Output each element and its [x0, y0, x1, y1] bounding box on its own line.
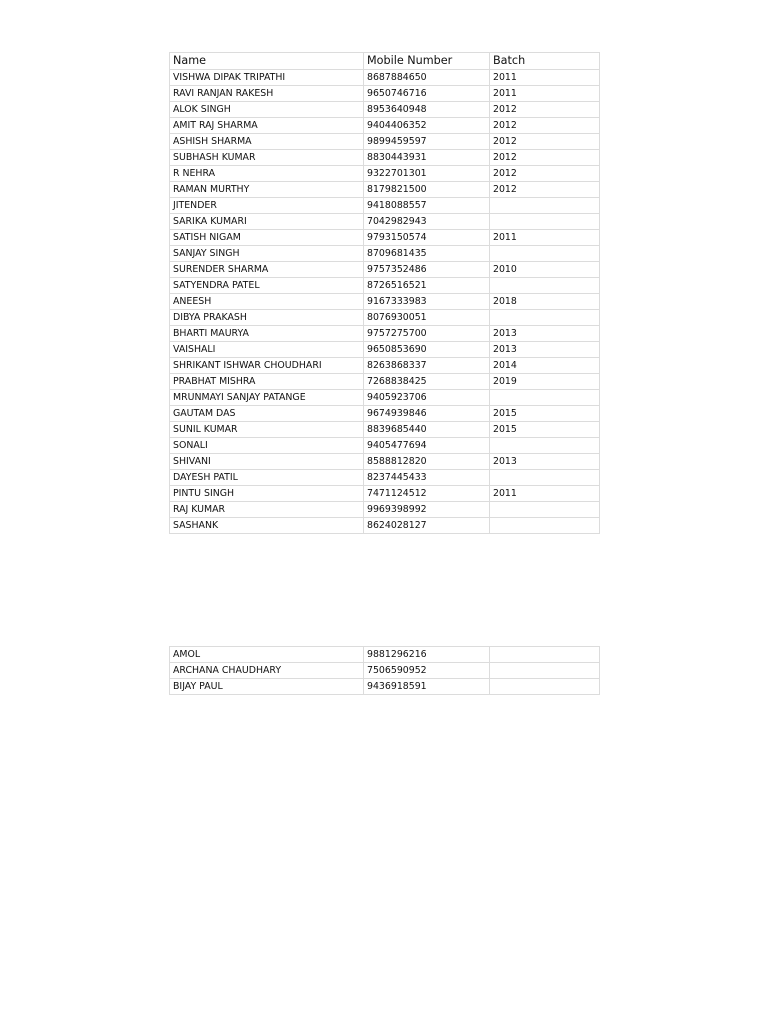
table-row	[170, 102, 600, 118]
table-row	[170, 486, 600, 502]
cell-batch: 2012	[490, 150, 600, 166]
table-row	[170, 502, 600, 518]
cell-mobile: 8953640948	[364, 102, 490, 118]
cell-name: SURENDER SHARMA	[170, 262, 364, 278]
cell-name: BIJAY PAUL	[170, 679, 364, 695]
cell-name: DAYESH PATIL	[170, 470, 364, 486]
table-row	[170, 246, 600, 262]
contacts-table-continued	[169, 646, 600, 695]
cell-batch	[490, 502, 600, 518]
cell-mobile: 9418088557	[364, 198, 490, 214]
cell-mobile: 8687884650	[364, 70, 490, 86]
cell-batch	[490, 310, 600, 326]
cell-mobile: 9881296216	[364, 647, 490, 663]
table-row	[170, 262, 600, 278]
column-header-batch: Batch	[490, 53, 600, 70]
cell-batch: 2013	[490, 454, 600, 470]
cell-mobile: 9167333983	[364, 294, 490, 310]
cell-name: JITENDER	[170, 198, 364, 214]
table-row	[170, 406, 600, 422]
cell-name: SONALI	[170, 438, 364, 454]
table-row	[170, 230, 600, 246]
cell-batch: 2015	[490, 422, 600, 438]
cell-name: ANEESH	[170, 294, 364, 310]
cell-name: RAVI RANJAN RAKESH	[170, 86, 364, 102]
column-header-mobile: Mobile Number	[364, 53, 490, 70]
cell-batch: 2019	[490, 374, 600, 390]
cell-name: RAJ KUMAR	[170, 502, 364, 518]
cell-batch	[490, 470, 600, 486]
cell-name: PINTU SINGH	[170, 486, 364, 502]
cell-batch: 2014	[490, 358, 600, 374]
cell-mobile: 7042982943	[364, 214, 490, 230]
table-row	[170, 86, 600, 102]
cell-name: ARCHANA CHAUDHARY	[170, 663, 364, 679]
cell-batch	[490, 390, 600, 406]
table-row	[170, 663, 600, 679]
cell-name: PRABHAT MISHRA	[170, 374, 364, 390]
cell-name: AMOL	[170, 647, 364, 663]
cell-batch	[490, 278, 600, 294]
table-row	[170, 310, 600, 326]
cell-name: BHARTI MAURYA	[170, 326, 364, 342]
cell-batch	[490, 214, 600, 230]
cell-mobile: 7268838425	[364, 374, 490, 390]
cell-batch: 2018	[490, 294, 600, 310]
cell-batch: 2011	[490, 486, 600, 502]
cell-batch: 2012	[490, 134, 600, 150]
cell-batch: 2011	[490, 230, 600, 246]
cell-mobile: 8726516521	[364, 278, 490, 294]
table-row	[170, 214, 600, 230]
cell-batch: 2013	[490, 342, 600, 358]
cell-mobile: 9757352486	[364, 262, 490, 278]
table-row	[170, 326, 600, 342]
cell-batch: 2012	[490, 118, 600, 134]
cell-mobile: 9757275700	[364, 326, 490, 342]
cell-mobile: 9436918591	[364, 679, 490, 695]
cell-name: GAUTAM DAS	[170, 406, 364, 422]
cell-mobile: 9322701301	[364, 166, 490, 182]
cell-mobile: 8237445433	[364, 470, 490, 486]
cell-batch: 2012	[490, 102, 600, 118]
table-row	[170, 278, 600, 294]
cell-name: R NEHRA	[170, 166, 364, 182]
cell-batch	[490, 663, 600, 679]
table-row	[170, 518, 600, 534]
table-row	[170, 342, 600, 358]
cell-mobile: 9650853690	[364, 342, 490, 358]
cell-mobile: 8830443931	[364, 150, 490, 166]
cell-mobile: 9405923706	[364, 390, 490, 406]
cell-batch	[490, 679, 600, 695]
table-row	[170, 390, 600, 406]
cell-name: AMIT RAJ SHARMA	[170, 118, 364, 134]
cell-mobile: 8588812820	[364, 454, 490, 470]
cell-batch: 2015	[490, 406, 600, 422]
cell-name: VAISHALI	[170, 342, 364, 358]
table-row	[170, 358, 600, 374]
cell-batch: 2013	[490, 326, 600, 342]
table-row	[170, 422, 600, 438]
cell-name: SUBHASH KUMAR	[170, 150, 364, 166]
table-row	[170, 679, 600, 695]
cell-name: SARIKA KUMARI	[170, 214, 364, 230]
cell-batch: 2012	[490, 182, 600, 198]
cell-name: MRUNMAYI SANJAY PATANGE	[170, 390, 364, 406]
cell-batch: 2011	[490, 86, 600, 102]
cell-mobile: 8624028127	[364, 518, 490, 534]
cell-mobile: 9969398992	[364, 502, 490, 518]
table-row	[170, 454, 600, 470]
cell-batch	[490, 246, 600, 262]
cell-name: ALOK SINGH	[170, 102, 364, 118]
cell-name: SATYENDRA PATEL	[170, 278, 364, 294]
table-row	[170, 438, 600, 454]
cell-name: SUNIL KUMAR	[170, 422, 364, 438]
cell-name: ASHISH SHARMA	[170, 134, 364, 150]
column-header-name: Name	[170, 53, 364, 70]
cell-mobile: 7506590952	[364, 663, 490, 679]
cell-name: SANJAY SINGH	[170, 246, 364, 262]
table-row	[170, 182, 600, 198]
table-row	[170, 470, 600, 486]
header-row	[170, 53, 600, 70]
cell-mobile: 9404406352	[364, 118, 490, 134]
table-row	[170, 134, 600, 150]
cell-batch	[490, 518, 600, 534]
cell-name: VISHWA DIPAK TRIPATHI	[170, 70, 364, 86]
cell-batch: 2011	[490, 70, 600, 86]
cell-mobile: 9899459597	[364, 134, 490, 150]
table-row	[170, 118, 600, 134]
cell-name: SHIVANI	[170, 454, 364, 470]
cell-name: SATISH NIGAM	[170, 230, 364, 246]
cell-name: SHRIKANT ISHWAR CHOUDHARI	[170, 358, 364, 374]
cell-batch	[490, 198, 600, 214]
cell-batch	[490, 438, 600, 454]
table-row	[170, 294, 600, 310]
cell-mobile: 8709681435	[364, 246, 490, 262]
table-row	[170, 166, 600, 182]
cell-mobile: 9405477694	[364, 438, 490, 454]
cell-name: SASHANK	[170, 518, 364, 534]
table-row	[170, 198, 600, 214]
cell-batch: 2012	[490, 166, 600, 182]
table-row	[170, 374, 600, 390]
contacts-table	[169, 52, 600, 534]
cell-mobile: 8179821500	[364, 182, 490, 198]
table-row	[170, 70, 600, 86]
cell-mobile: 9650746716	[364, 86, 490, 102]
cell-mobile: 8839685440	[364, 422, 490, 438]
cell-mobile: 8076930051	[364, 310, 490, 326]
table-row	[170, 647, 600, 663]
cell-name: RAMAN MURTHY	[170, 182, 364, 198]
cell-batch	[490, 647, 600, 663]
cell-mobile: 8263868337	[364, 358, 490, 374]
cell-mobile: 9793150574	[364, 230, 490, 246]
table-row	[170, 150, 600, 166]
cell-mobile: 9674939846	[364, 406, 490, 422]
cell-mobile: 7471124512	[364, 486, 490, 502]
cell-name: DIBYA PRAKASH	[170, 310, 364, 326]
cell-batch: 2010	[490, 262, 600, 278]
